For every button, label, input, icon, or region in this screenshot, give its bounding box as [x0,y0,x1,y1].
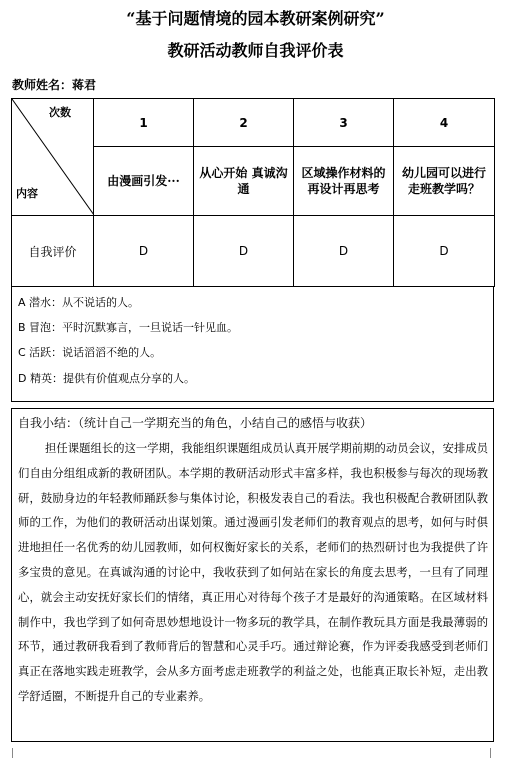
self-evaluation-label: 自我评价 [12,216,94,287]
session-topic-3: 区域操作材料的再设计再思考 [294,147,394,216]
grade-session-2: D [194,216,294,287]
session-number-4: 4 [394,99,495,147]
grade-session-3: D [294,216,394,287]
session-topic-2: 从心开始 真诚沟通 [194,147,294,216]
legend-item-d: D 精英：提供有价值观点分享的人。 [18,372,195,385]
grade-session-1: D [94,216,194,287]
summary-body [18,437,488,710]
page-corner-mark-right [490,748,501,758]
grade-session-4: D [394,216,495,287]
legend-item-c: C 活跃：说话滔滔不绝的人。 [18,346,162,359]
session-number-2: 2 [194,99,294,147]
summary-text: 担任课题组长的这一学期，我能组织课题组成员认真开展学期前期的动员会议，安排成员们自由分组组成新的教研团队。本学期的教研活动形式丰富多样，我也积极参与每次的现场教研，鼓励身边的年轻教师踊跃参与集体讨论，积极发表自己的看法。我也积极配合教研团队教师的工作，为他们的教研活动出谋划策。通过漫画引发老师们的教育观点的思考，如何与时俱进地担任一名优秀的幼儿园教师，如何权衡好家长的关系，老师们的热烈研讨也为我提供了许多宝贵的意见。在真诚沟通的讨论中，我收获到了如何站在家长的角度去思考，一旦有了同理心，就会主动安抚好家长们的情绪，真正用心对待每个孩子才是最好的沟通策略。在区域材料制作中，我也学到了如何奇思妙想地设计一物多玩的教学具，在制作教玩具方面是我最薄弱的环节，通过教研我看到了教师背后的智慧和心灵手巧。通过辩论赛，作为评委我感受到老师们真正在落地实践走班教学，会从多方面考虑走班教学的利益之处，也能真正取长补短，走出教学舒适圈，不断提升自己的专业素养。 [18,442,488,703]
teacher-name: 蒋君 [72,78,97,92]
document-title: “基于问题情境的园本教研案例研究” [126,9,385,28]
corner-label-count: 次数 [49,106,71,119]
legend-item-b: B 冒泡：平时沉默寡言，一旦说话一针见血。 [18,321,239,334]
session-number-3: 3 [294,99,394,147]
teacher-name-line [12,76,96,93]
session-topic-1: 由漫画引发··· [94,147,194,216]
evaluation-table [11,98,495,287]
session-number-1: 1 [94,99,194,147]
teacher-label: 教师姓名： [12,78,73,92]
role-legend [11,286,494,402]
session-topic-4: 幼儿园可以进行走班教学吗？ [394,147,495,216]
self-summary-box [11,408,494,742]
page-corner-mark-left [2,748,13,758]
legend-item-a: A 潜水：从不说话的人。 [18,296,140,309]
corner-header-cell [12,99,94,216]
document-subtitle: 教研活动教师自我评价表 [167,41,344,60]
corner-label-content: 内容 [16,187,38,200]
summary-title: 自我小结：（统计自己一学期充当的角色，小结自己的感悟与收获） [18,416,373,430]
